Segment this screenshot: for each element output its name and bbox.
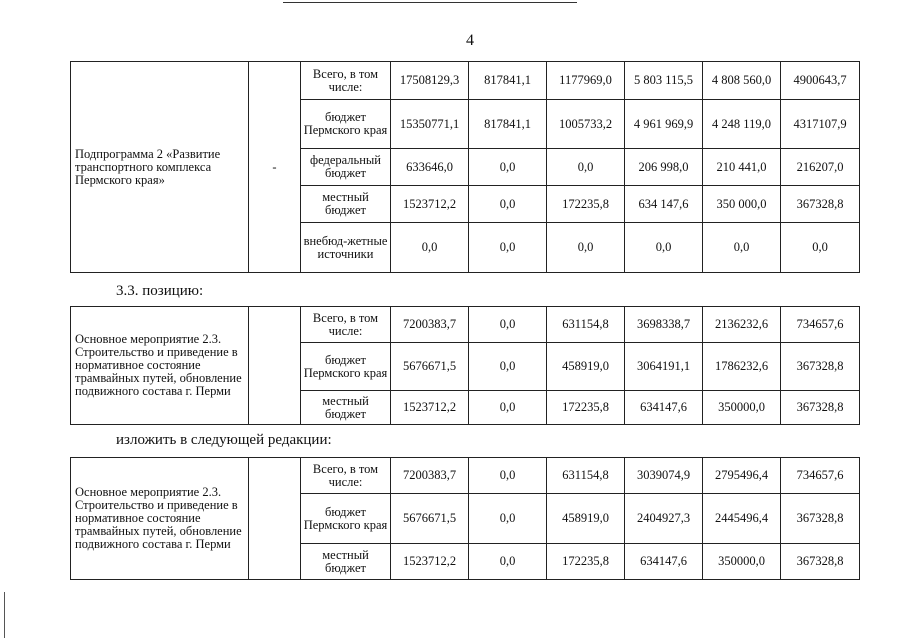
- source-label: бюджет Пермского края: [301, 343, 391, 391]
- scan-margin-line: [4, 592, 5, 638]
- value-cell: 7200383,7: [391, 307, 469, 343]
- value-cell: 0,0: [547, 149, 625, 186]
- source-label: местный бюджет: [301, 186, 391, 223]
- value-cell: 0,0: [469, 458, 547, 494]
- activity-table-old: [70, 306, 860, 425]
- value-cell: 172235,8: [547, 391, 625, 425]
- value-cell: 2795496,4: [703, 458, 781, 494]
- value-cell: 350 000,0: [703, 186, 781, 223]
- value-cell: 0,0: [469, 391, 547, 425]
- section-caption: 3.3. позицию:: [116, 283, 204, 299]
- source-label: местный бюджет: [301, 391, 391, 425]
- value-cell: 634147,6: [625, 544, 703, 580]
- value-cell: 1523712,2: [391, 544, 469, 580]
- table-row: [71, 62, 860, 100]
- value-cell: 0,0: [469, 149, 547, 186]
- value-cell: 367328,8: [781, 494, 860, 544]
- value-cell: 4317107,9: [781, 100, 860, 149]
- value-cell: 0,0: [469, 186, 547, 223]
- source-label: Всего, в том числе:: [301, 307, 391, 343]
- value-cell: 5 803 115,5: [625, 62, 703, 100]
- value-cell: 458919,0: [547, 494, 625, 544]
- value-cell: 1786232,6: [703, 343, 781, 391]
- value-cell: 7200383,7: [391, 458, 469, 494]
- value-cell: 458919,0: [547, 343, 625, 391]
- value-cell: 631154,8: [547, 458, 625, 494]
- value-cell: 0,0: [781, 223, 860, 273]
- value-cell: 1177969,0: [547, 62, 625, 100]
- activity-name: Основное мероприятие 2.3. Строительство и приведение в нормативное состояние трамвайных путей, обновление подвижного состава г. Перми: [71, 307, 249, 425]
- value-cell: 206 998,0: [625, 149, 703, 186]
- value-cell: 4900643,7: [781, 62, 860, 100]
- value-cell: 0,0: [469, 494, 547, 544]
- program-name: Подпрограмма 2 «Развитие транспортного комплекса Пермского края»: [71, 62, 249, 273]
- value-cell: 0,0: [469, 307, 547, 343]
- value-cell: 4 961 969,9: [625, 100, 703, 149]
- activity-mark: [249, 307, 301, 425]
- header-rule: [283, 2, 577, 3]
- activity-mark: [249, 458, 301, 580]
- value-cell: 3698338,7: [625, 307, 703, 343]
- value-cell: 0,0: [391, 223, 469, 273]
- source-label: Всего, в том числе:: [301, 62, 391, 100]
- value-cell: 0,0: [625, 223, 703, 273]
- section-caption: изложить в следующей редакции:: [116, 432, 332, 448]
- value-cell: 172235,8: [547, 186, 625, 223]
- activity-table-new: [70, 457, 860, 580]
- value-cell: 633646,0: [391, 149, 469, 186]
- value-cell: 350000,0: [703, 544, 781, 580]
- value-cell: 3039074,9: [625, 458, 703, 494]
- table-row: [71, 307, 860, 343]
- value-cell: 0,0: [547, 223, 625, 273]
- value-cell: 367328,8: [781, 544, 860, 580]
- value-cell: 216207,0: [781, 149, 860, 186]
- value-cell: 0,0: [469, 544, 547, 580]
- value-cell: 3064191,1: [625, 343, 703, 391]
- source-label: бюджет Пермского края: [301, 494, 391, 544]
- subprogram-table: [70, 61, 860, 273]
- value-cell: 17508129,3: [391, 62, 469, 100]
- value-cell: 634147,6: [625, 391, 703, 425]
- value-cell: 367328,8: [781, 343, 860, 391]
- value-cell: 2136232,6: [703, 307, 781, 343]
- value-cell: 1005733,2: [547, 100, 625, 149]
- value-cell: 4 808 560,0: [703, 62, 781, 100]
- value-cell: 1523712,2: [391, 391, 469, 425]
- value-cell: 5676671,5: [391, 494, 469, 544]
- value-cell: 2445496,4: [703, 494, 781, 544]
- source-label: местный бюджет: [301, 544, 391, 580]
- source-label: Всего, в том числе:: [301, 458, 391, 494]
- value-cell: 367328,8: [781, 391, 860, 425]
- source-label: бюджет Пермского края: [301, 100, 391, 149]
- activity-name: Основное мероприятие 2.3. Строительство и приведение в нормативное состояние трамвайных путей, обновление подвижного состава г. Перми: [71, 458, 249, 580]
- value-cell: 4 248 119,0: [703, 100, 781, 149]
- source-label: федеральный бюджет: [301, 149, 391, 186]
- value-cell: 367328,8: [781, 186, 860, 223]
- page-number: 4: [466, 32, 474, 49]
- table-row: [71, 458, 860, 494]
- value-cell: 350000,0: [703, 391, 781, 425]
- value-cell: 817841,1: [469, 62, 547, 100]
- value-cell: 15350771,1: [391, 100, 469, 149]
- value-cell: 172235,8: [547, 544, 625, 580]
- value-cell: 0,0: [469, 223, 547, 273]
- value-cell: 734657,6: [781, 307, 860, 343]
- value-cell: 734657,6: [781, 458, 860, 494]
- value-cell: 634 147,6: [625, 186, 703, 223]
- value-cell: 210 441,0: [703, 149, 781, 186]
- value-cell: 2404927,3: [625, 494, 703, 544]
- value-cell: 631154,8: [547, 307, 625, 343]
- value-cell: 817841,1: [469, 100, 547, 149]
- value-cell: 0,0: [703, 223, 781, 273]
- value-cell: 1523712,2: [391, 186, 469, 223]
- value-cell: 5676671,5: [391, 343, 469, 391]
- program-mark: -: [249, 62, 301, 273]
- value-cell: 0,0: [469, 343, 547, 391]
- source-label: внебюд-жетные источники: [301, 223, 391, 273]
